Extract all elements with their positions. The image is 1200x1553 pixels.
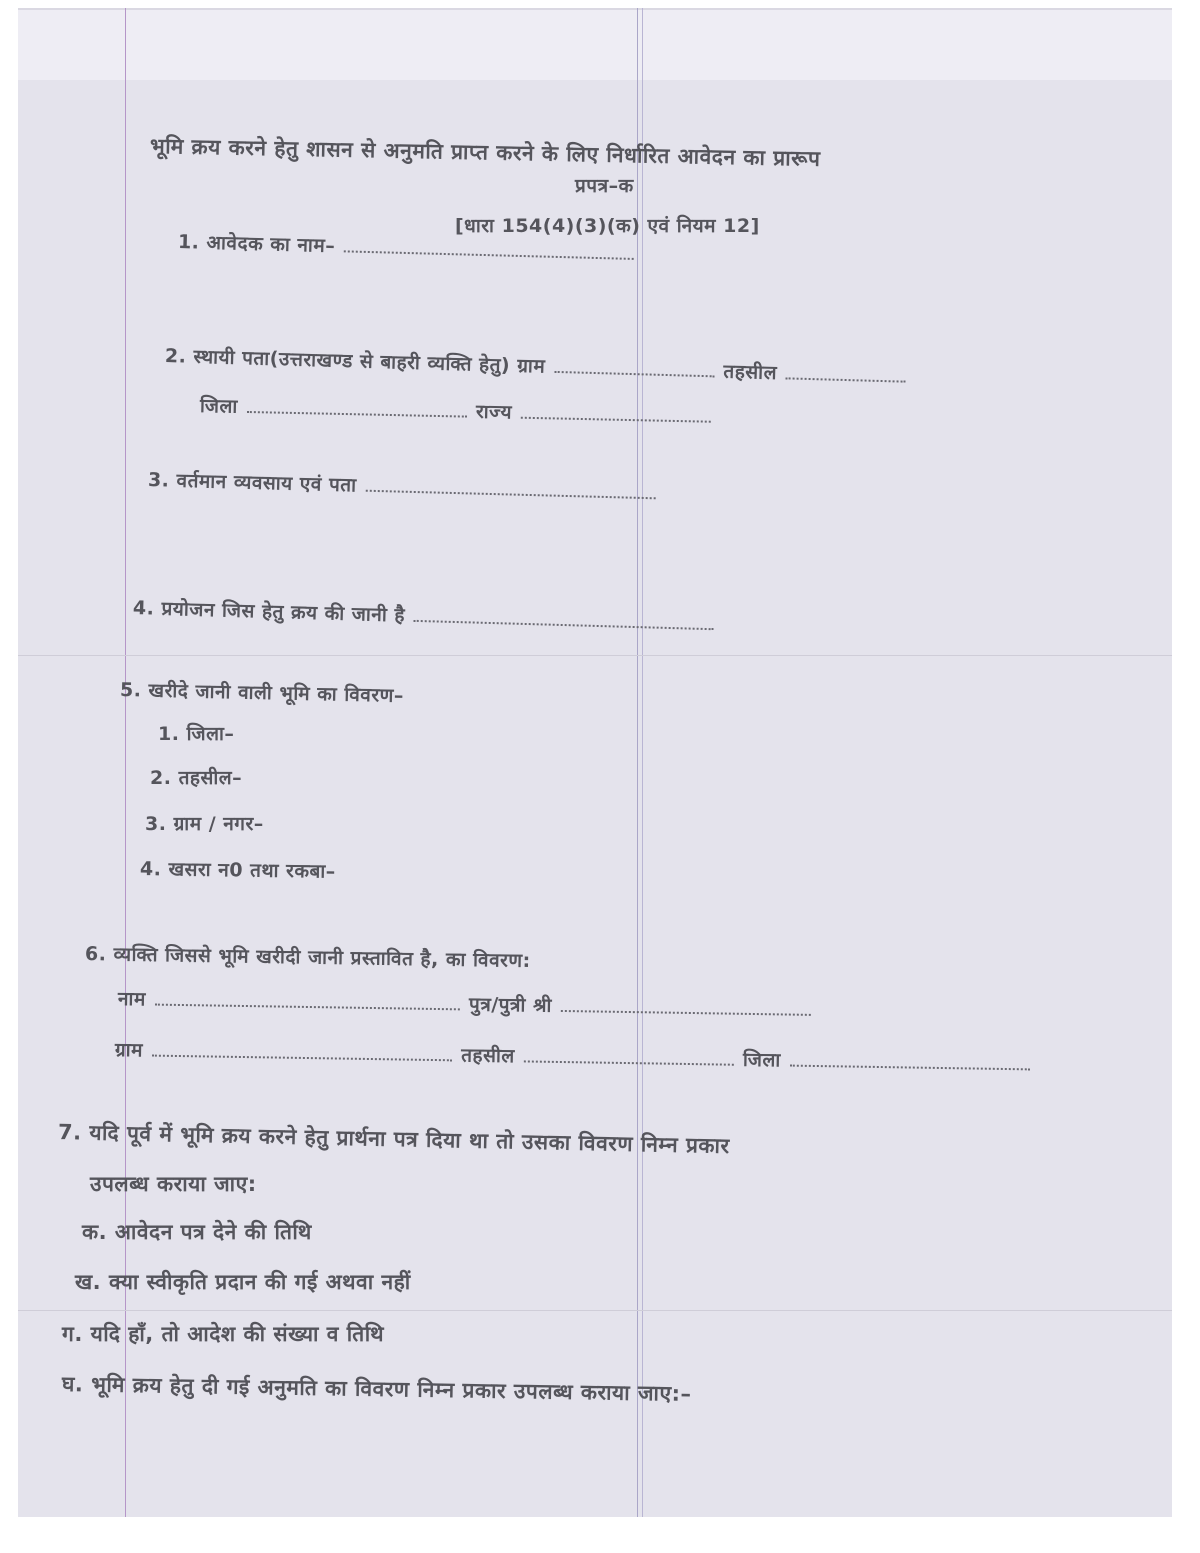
occupation-address-field[interactable] bbox=[366, 476, 656, 500]
q7-sub-b-label: क्या स्वीकृति प्रदान की गई अथवा नहीं bbox=[108, 1270, 411, 1294]
q5-sub-4-number: 4. bbox=[139, 858, 162, 881]
q3-number: 3. bbox=[147, 469, 170, 492]
q2-tehsil-label: तहसील bbox=[723, 360, 778, 385]
q7-sub-a-number: क. bbox=[82, 1220, 108, 1244]
q7-sub-d-label: भूमि क्रय हेतु दी गई अनुमति का विवरण निम्न प्रकार उपलब्ध कराया जाए:– bbox=[91, 1372, 692, 1406]
q5-sub-3 bbox=[145, 810, 264, 836]
q6-label: व्यक्ति जिससे भूमि खरीदी जानी प्रस्तावित है, का विवरण: bbox=[113, 943, 531, 973]
q6-tehsil-label: तहसील bbox=[461, 1044, 515, 1068]
q7-sub-c-number: ग. bbox=[62, 1322, 83, 1346]
section-reference: [धारा 154(4)(3)(क) एवं नियम 12] bbox=[455, 215, 760, 237]
q7-sub-c-label: यदि हाँ, तो आदेश की संख्या व तिथि bbox=[90, 1322, 385, 1346]
permanent-village-field[interactable] bbox=[554, 357, 714, 377]
q5-sub-2-number: 2. bbox=[150, 767, 172, 789]
seller-name-field[interactable] bbox=[155, 990, 460, 1011]
q6-village-label: ग्राम bbox=[114, 1039, 144, 1062]
q2-number: 2. bbox=[164, 345, 187, 368]
q6-parent-label: पुत्र/पुत्री श्री bbox=[468, 993, 553, 1017]
q5-sub-3-number: 3. bbox=[145, 813, 167, 835]
q1-number: 1. bbox=[177, 231, 200, 254]
q5-sub-4-label: खसरा न0 तथा रकबा– bbox=[168, 858, 336, 883]
seller-tehsil-field[interactable] bbox=[524, 1046, 734, 1065]
purpose-field[interactable] bbox=[414, 606, 714, 630]
q2-label: स्थायी पता(उत्तराखण्ड से बाहरी व्यक्ति हेतु) ग्राम bbox=[193, 345, 546, 378]
scan-artifact-line bbox=[18, 1310, 1172, 1311]
q7-sub-a bbox=[82, 1218, 312, 1246]
permanent-tehsil-field[interactable] bbox=[786, 363, 906, 382]
q7-sub-c bbox=[62, 1320, 384, 1348]
q7-sub-d-number: घ. bbox=[61, 1372, 84, 1397]
q4-label: प्रयोजन जिस हेतु क्रय की जानी है bbox=[161, 597, 406, 627]
q7-label-line1: यदि पूर्व में भूमि क्रय करने हेतु प्रार्थना पत्र दिया था तो उसका विवरण निम्न प्रकार bbox=[89, 1120, 730, 1159]
q5-sub-4 bbox=[140, 855, 336, 884]
q3-label: वर्तमान व्यवसाय एवं पता bbox=[176, 469, 357, 497]
q1-label: आवेदक का नाम– bbox=[206, 231, 336, 258]
applicant-name-field[interactable] bbox=[344, 236, 634, 260]
seller-village-field[interactable] bbox=[152, 1041, 452, 1062]
question-7-line2: उपलब्ध कराया जाए: bbox=[90, 1172, 257, 1196]
q6-number: 6. bbox=[84, 943, 107, 966]
q2-state-label: राज्य bbox=[475, 400, 513, 424]
q2-district-label: जिला bbox=[199, 395, 239, 418]
q5-sub-2 bbox=[150, 764, 242, 790]
permanent-district-field[interactable] bbox=[247, 397, 467, 418]
scan-artifact-line bbox=[18, 655, 1172, 656]
q4-number: 4. bbox=[132, 597, 155, 620]
q5-sub-2-label: तहसील– bbox=[178, 767, 243, 789]
q7-sub-b-number: ख. bbox=[75, 1270, 102, 1294]
seller-district-field[interactable] bbox=[790, 1051, 1030, 1071]
q5-label: खरीदे जानी वाली भूमि का विवरण– bbox=[148, 679, 405, 707]
q6-district-label: जिला bbox=[742, 1048, 781, 1072]
form-name: प्रपत्र–क bbox=[575, 175, 634, 197]
q7-sub-a-label: आवेदन पत्र देने की तिथि bbox=[114, 1220, 312, 1244]
q6-name-label: नाम bbox=[117, 988, 146, 1011]
q7-sub-b bbox=[75, 1268, 411, 1296]
q5-sub-3-label: ग्राम / नगर– bbox=[173, 813, 264, 835]
q5-sub-1-label: जिला– bbox=[186, 723, 235, 745]
q5-sub-1-number: 1. bbox=[158, 723, 180, 745]
permanent-state-field[interactable] bbox=[521, 403, 711, 423]
q5-sub-1 bbox=[158, 720, 234, 746]
document-title: भूमि क्रय करने हेतु शासन से अनुमति प्राप्त करने के लिए निर्धारित आवेदन का प्रारूप bbox=[149, 134, 821, 171]
q7-number: 7. bbox=[57, 1120, 82, 1145]
q5-number: 5. bbox=[119, 679, 142, 702]
scan-top-band bbox=[18, 8, 1172, 80]
seller-parent-field[interactable] bbox=[561, 996, 811, 1016]
